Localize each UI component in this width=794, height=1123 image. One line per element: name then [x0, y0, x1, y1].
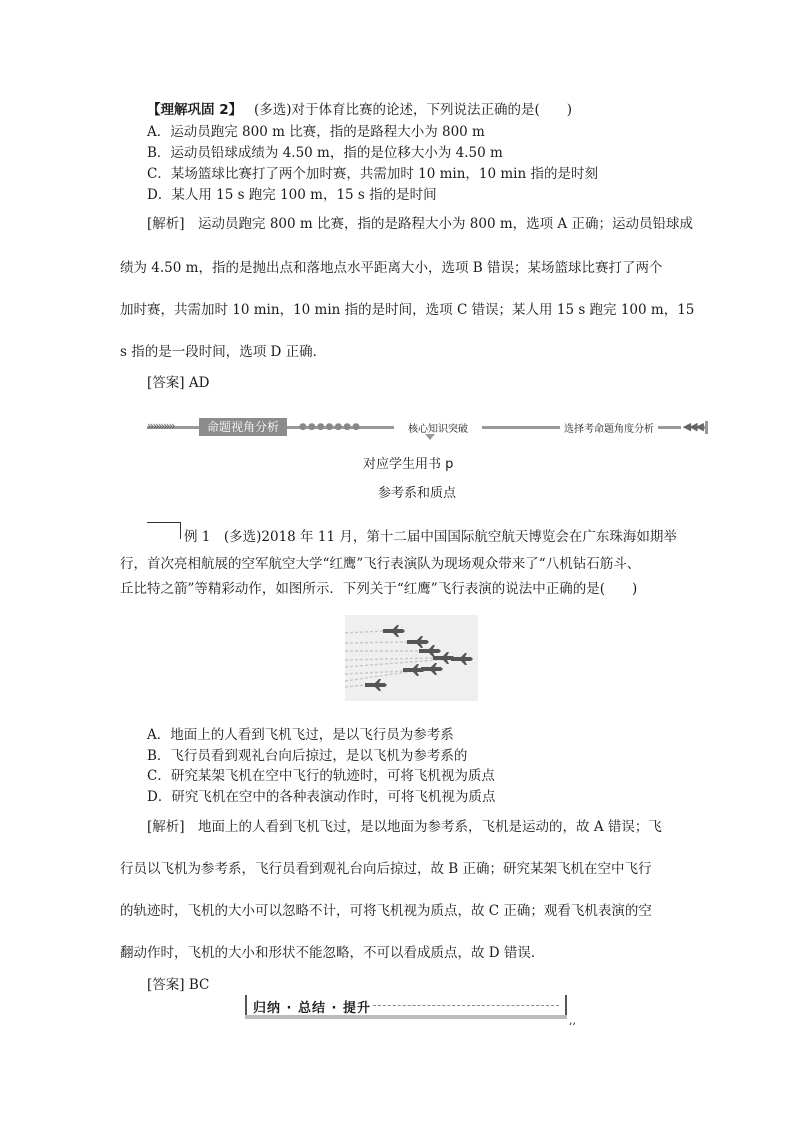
ex1-stem-line-2: 行，首次亮相航展的空军航空大学“红鹰”飞行表演队为现场观众带来了“八机钻石筋斗、: [120, 556, 641, 572]
q2-option-b: B．运动员铅球成绩为 4.50 m，指的是位移大小为 4.50 m: [147, 145, 503, 161]
q2-analysis-line-3: 加时赛，共需加时 10 min，10 min 指的是时间，选项 C 错误；某人用 15 s 跑完 100 m，15: [120, 302, 695, 318]
ex1-answer: [答案] BC: [147, 977, 210, 993]
ex1-option-d: D．研究飞机在空中的各种表演动作时，可将飞机视为质点: [147, 789, 496, 805]
ex1-option-b: B．飞行员看到观礼台向后掠过，是以飞机为参考系的: [147, 748, 468, 764]
summary-label: 归纳 · 总结 · 提升: [253, 1001, 371, 1016]
triangle-down-icon: [425, 434, 435, 440]
q2-title: 【理解巩固 2】: [147, 102, 243, 118]
ex1-option-a: A．地面上的人看到飞机飞过，是以飞行员为参考系: [147, 727, 454, 743]
summary-tail-mark: ,,: [569, 1014, 576, 1027]
arrow-left-icon: ◀◀◀: [682, 420, 702, 433]
q2-stem: (多选)对于体育比赛的论述，下列说法正确的是( ): [254, 102, 573, 118]
q2-option-d: D．某人用 15 s 跑完 100 m，15 s 指的是时间: [147, 187, 437, 203]
q2-option-c: C．某场篮球比赛打了两个加时赛，共需加时 10 min，10 min 指的是时刻: [147, 166, 598, 182]
summary-dashed-line: [373, 1005, 559, 1006]
dots-icon: ●●●●●●●: [299, 422, 361, 432]
student-book-ref: 对应学生用书 p: [363, 457, 454, 472]
q2-analysis-line-1: [解析] 运动员跑完 800 m 比赛，指的是路程大小为 800 m，选项 A 正确；运动员铅球成: [147, 216, 693, 232]
ex1-stem-line-3: 丘比特之箭”等精彩动作，如图所示．下列关于“红鹰”飞行表演的说法中正确的是( ): [120, 581, 638, 597]
q2-analysis-line-4: s 指的是一段时间，选项 D 正确．: [120, 344, 327, 360]
ex1-analysis-line-1: [解析] 地面上的人看到飞机飞过，是以地面为参考系，飞机是运动的，故 A 错误；飞: [147, 819, 662, 835]
q2-analysis-line-2: 绩为 4.50 m，指的是抛出点和落地点水平距离大小，选项 B 错误；某场篮球比赛打了两个: [120, 260, 663, 276]
banner-right-label: 选择考命题角度分析: [560, 423, 658, 436]
ex1-analysis-line-3: 的轨迹时，飞机的大小可以忽略不计，可将飞机视为质点，故 C 正确；观看飞机表演的空: [120, 903, 652, 919]
section-title: 参考系和质点: [378, 486, 457, 501]
q2-answer: [答案] AD: [147, 375, 210, 391]
ex1-stem-line-1: 例 1 (多选)2018 年 11 月，第十二届中国国际航空航天博览会在广东珠海如期举: [184, 529, 677, 545]
banner-endcap: [705, 421, 708, 434]
formation-flight-image: [345, 615, 478, 701]
q2-option-a: A．运动员跑完 800 m 比赛，指的是路程大小为 800 m: [147, 124, 485, 140]
banner-center-label: 核心知识突破: [394, 423, 482, 436]
summary-box: [245, 995, 567, 1019]
chevron-right-icon: »»»»»: [147, 419, 174, 433]
ex1-analysis-line-4: 翻动作时，飞机的大小和形状不能忽略，不可以看成质点，故 D 错误．: [120, 945, 545, 961]
ex1-option-c: C．研究某架飞机在空中飞行的轨迹时，可将飞机视为质点: [147, 768, 495, 784]
section-banner: [147, 418, 708, 436]
banner-tag: 命题视角分析: [199, 418, 287, 436]
airplane-formation-icon: [345, 615, 478, 701]
ex1-analysis-line-2: 行员以飞机为参考系，飞行员看到观礼台向后掠过，故 B 正确；研究某架飞机在空中飞行: [120, 861, 652, 877]
example-bracket: [147, 522, 181, 539]
